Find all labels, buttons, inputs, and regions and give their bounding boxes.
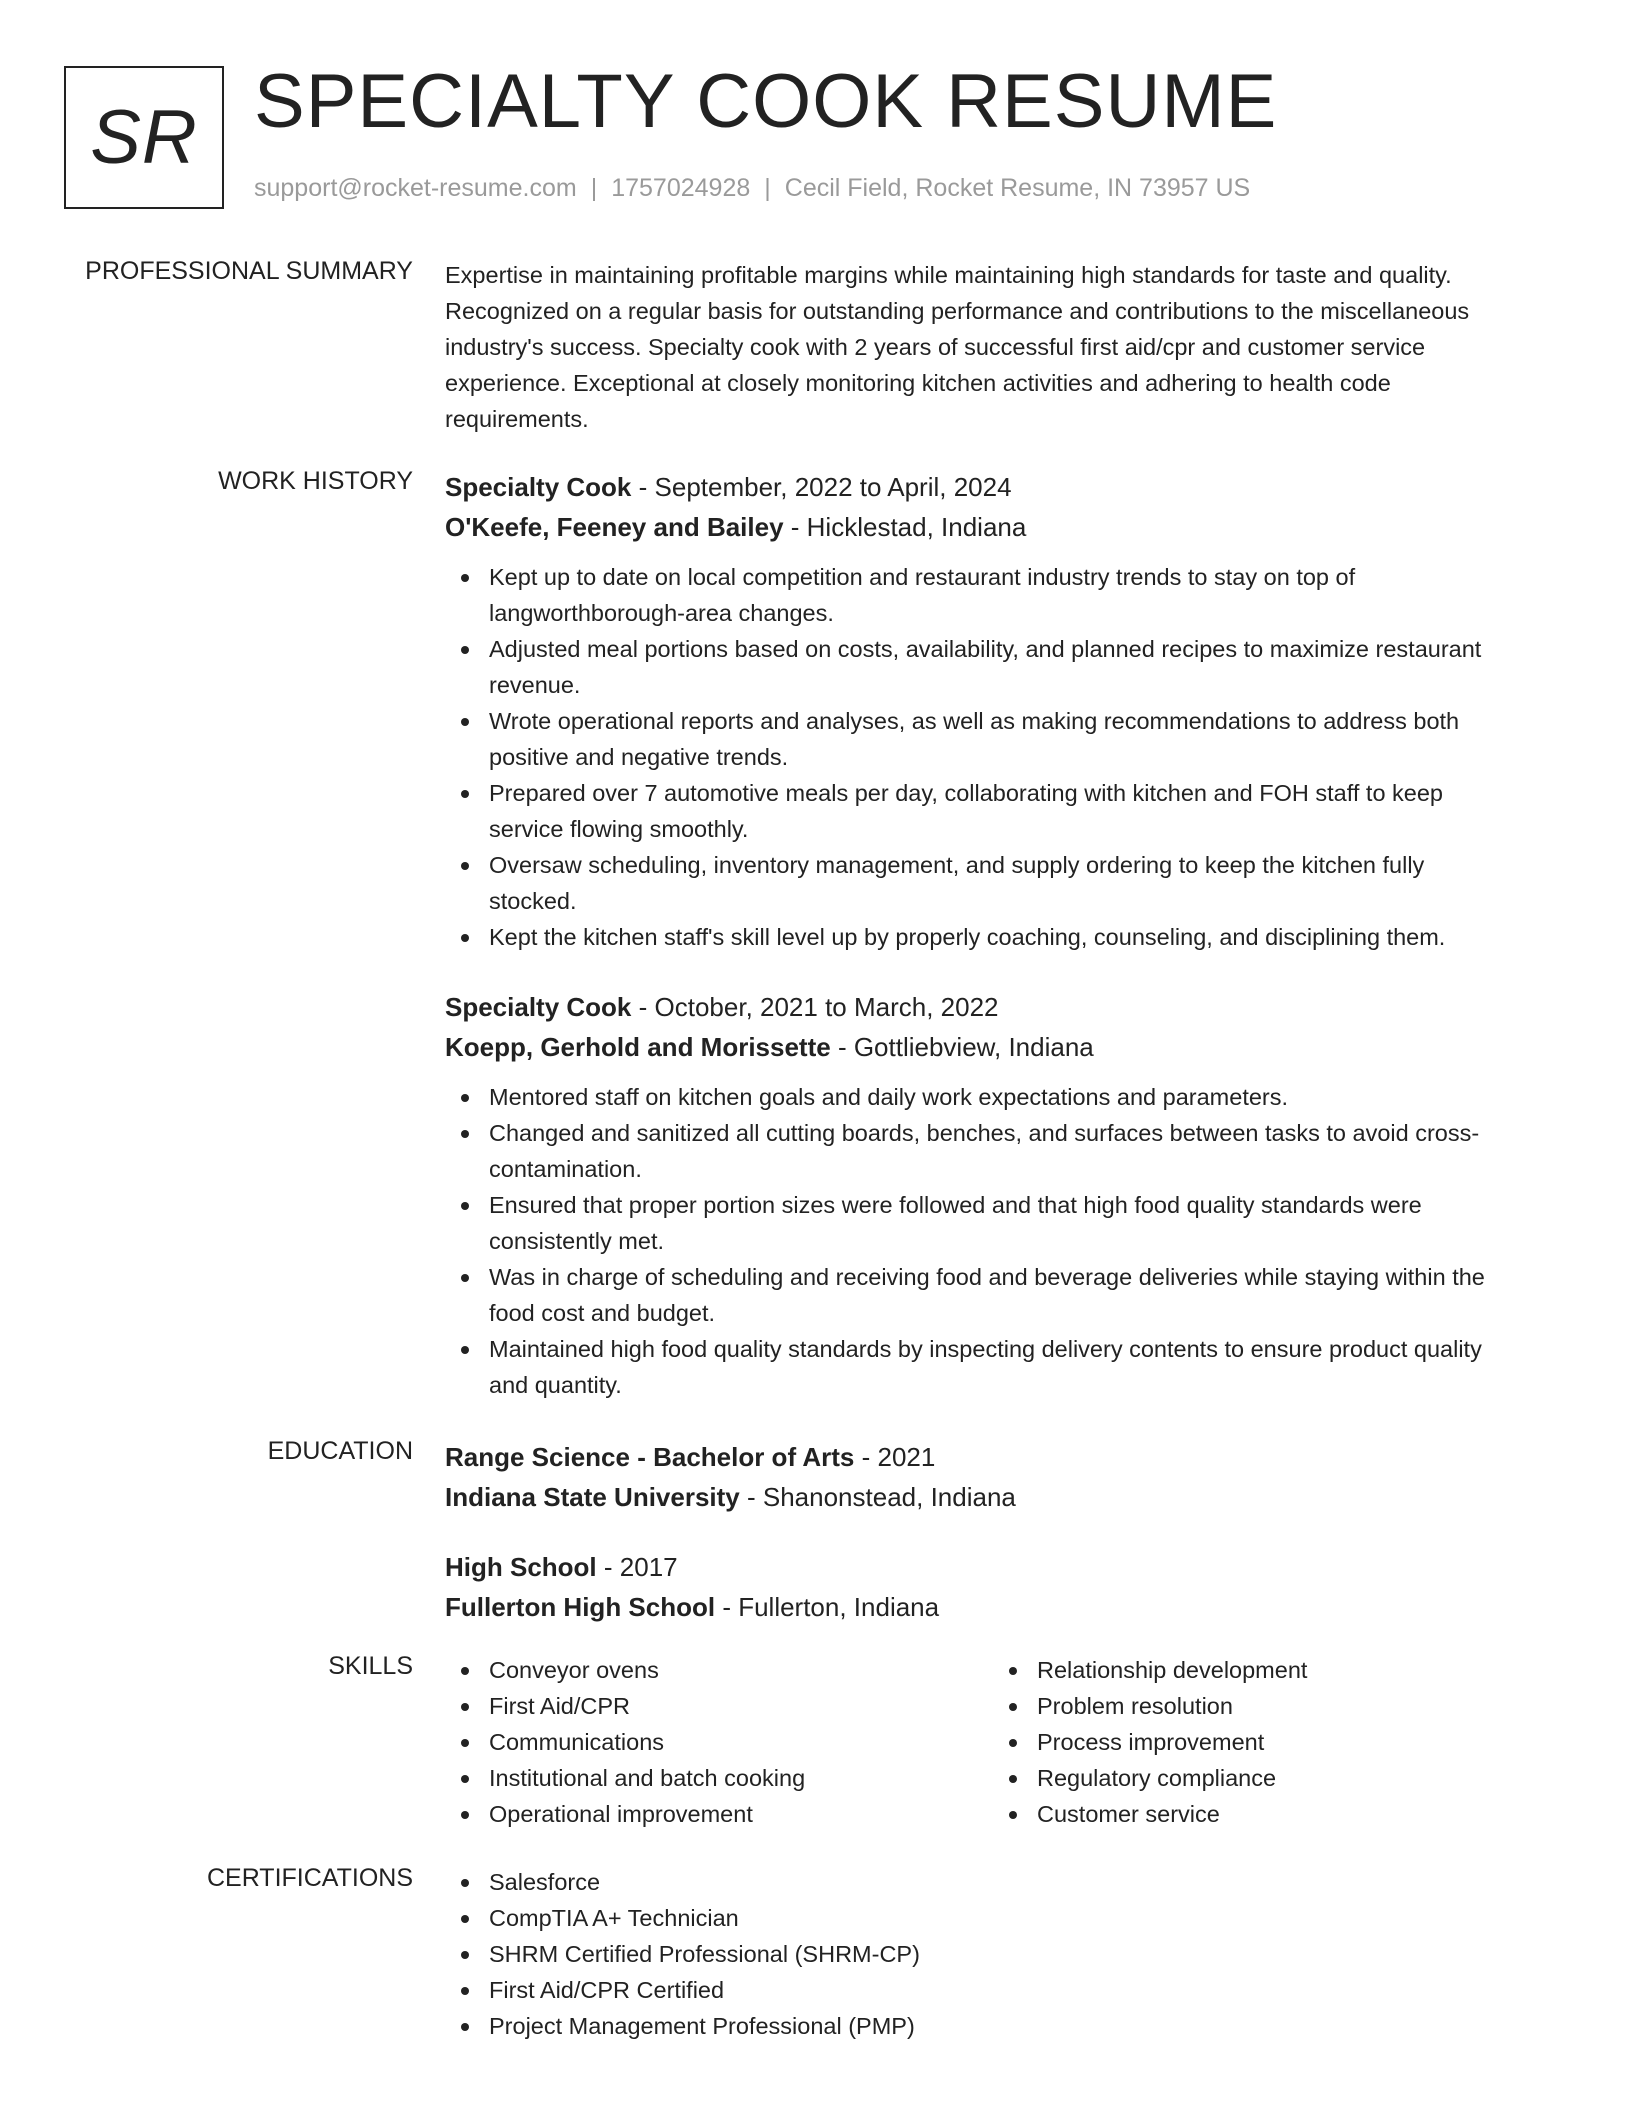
contact-email[interactable]: support@rocket-resume.com — [254, 174, 577, 202]
job-duties — [445, 559, 1555, 955]
job-duties — [445, 1079, 1555, 1403]
degree: Range Science - Bachelor of Arts — [445, 1442, 855, 1472]
skill-item: Relationship development — [993, 1652, 1541, 1688]
skill-item: Customer service — [993, 1796, 1541, 1832]
job-title: Specialty Cook — [445, 472, 632, 502]
education-entry — [445, 1437, 1555, 1517]
school: Indiana State University — [445, 1482, 740, 1512]
duty-item: Kept up to date on local competition and restaurant industry trends to stay on top of langworthborough-area changes. — [445, 559, 1555, 631]
duty-item: Mentored staff on kitchen goals and daily work expectations and parameters. — [445, 1079, 1555, 1115]
section-label-certifications: CERTIFICATIONS — [206, 1864, 413, 1892]
degree-year: - 2017 — [596, 1552, 678, 1582]
certification-item: Project Management Professional (PMP) — [445, 2008, 1555, 2044]
contact-phone[interactable]: 1757024928 — [611, 174, 751, 202]
skills-body — [445, 1652, 1555, 1832]
degree-line — [445, 1547, 1555, 1587]
skill-item: Conveyor ovens — [445, 1652, 993, 1688]
job-entry — [445, 467, 1555, 955]
certification-item: Salesforce — [445, 1864, 1555, 1900]
summary-line: Recognized on a regular basis for outstanding performance and contributions to the miscellaneous — [445, 298, 1470, 324]
certifications-body — [445, 1864, 1555, 2044]
monogram-box — [64, 66, 224, 209]
duty-item: Ensured that proper portion sizes were followed and that high food quality standards were consistently met. — [445, 1187, 1555, 1259]
contact-separator: | — [764, 174, 771, 202]
certification-item: SHRM Certified Professional (SHRM-CP) — [445, 1936, 1555, 1972]
section-label-work: WORK HISTORY — [218, 467, 413, 495]
degree: High School — [445, 1552, 597, 1582]
contact-line — [254, 174, 1250, 203]
summary-line: requirements. — [445, 406, 589, 432]
skill-item: Communications — [445, 1724, 993, 1760]
skill-item: Process improvement — [993, 1724, 1541, 1760]
duty-item: Oversaw scheduling, inventory management, and supply ordering to keep the kitchen fully stocked. — [445, 847, 1555, 919]
summary-line: experience. Exceptional at closely monitoring kitchen activities and adhering to health code — [445, 370, 1391, 396]
school-location: - Fullerton, Indiana — [715, 1592, 940, 1622]
certifications-list — [445, 1864, 1555, 2044]
duty-item: Maintained high food quality standards by inspecting delivery contents to ensure product quality and quantity. — [445, 1331, 1555, 1403]
duty-item: Changed and sanitized all cutting boards, benches, and surfaces between tasks to avoid cross- contamination. — [445, 1115, 1555, 1187]
job-title-line — [445, 987, 1555, 1027]
duty-item: Prepared over 7 automotive meals per day, collaborating with kitchen and FOH staff to keep service flowing smoothly. — [445, 775, 1555, 847]
job-location: - Hicklestad, Indiana — [783, 512, 1027, 542]
degree-line — [445, 1437, 1555, 1477]
duty-item: Wrote operational reports and analyses, as well as making recommendations to address both positive and negative trends. — [445, 703, 1555, 775]
duty-item: Adjusted meal portions based on costs, availability, and planned recipes to maximize restaurant revenue. — [445, 631, 1555, 703]
duty-item: Kept the kitchen staff's skill level up by properly coaching, counseling, and disciplining them. — [445, 919, 1555, 955]
section-label-summary: PROFESSIONAL SUMMARY — [85, 257, 413, 285]
job-dates: - September, 2022 to April, 2024 — [631, 472, 1012, 502]
resume-title: SPECIALTY COOK RESUME — [254, 59, 1278, 144]
degree-year: - 2021 — [854, 1442, 936, 1472]
summary-line: Expertise in maintaining profitable margins while maintaining high standards for taste and quality. — [445, 262, 1452, 288]
job-company-line — [445, 507, 1555, 547]
skill-item: First Aid/CPR — [445, 1688, 993, 1724]
job-company-line — [445, 1027, 1555, 1067]
education-body — [445, 1437, 1555, 1627]
job-entry — [445, 987, 1555, 1403]
certification-item: First Aid/CPR Certified — [445, 1972, 1555, 2008]
school-location: - Shanonstead, Indiana — [739, 1482, 1016, 1512]
skill-item: Regulatory compliance — [993, 1760, 1541, 1796]
section-label-education: EDUCATION — [267, 1437, 413, 1465]
summary-line: industry's success. Specialty cook with 2 years of successful first aid/cpr and customer service — [445, 334, 1426, 360]
education-entry — [445, 1547, 1555, 1627]
job-dates: - October, 2021 to March, 2022 — [631, 992, 999, 1022]
skills-list-left — [445, 1652, 993, 1832]
skills-list-right — [993, 1652, 1541, 1832]
job-location: - Gottliebview, Indiana — [830, 1032, 1094, 1062]
school: Fullerton High School — [445, 1592, 716, 1622]
school-line — [445, 1587, 1555, 1627]
job-company: O'Keefe, Feeney and Bailey — [445, 512, 784, 542]
certification-item: CompTIA A+ Technician — [445, 1900, 1555, 1936]
job-title: Specialty Cook — [445, 992, 632, 1022]
summary-text — [445, 257, 1555, 437]
contact-separator: | — [590, 174, 598, 202]
section-label-skills: SKILLS — [328, 1652, 413, 1680]
school-line — [445, 1477, 1555, 1517]
contact-address: Cecil Field, Rocket Resume, IN 73957 US — [784, 174, 1251, 202]
skill-item: Problem resolution — [993, 1688, 1541, 1724]
work-history-body — [445, 467, 1555, 1403]
job-company: Koepp, Gerhold and Morissette — [445, 1032, 831, 1062]
monogram-initials: SR — [90, 95, 198, 180]
job-title-line — [445, 467, 1555, 507]
skill-item: Institutional and batch cooking — [445, 1760, 993, 1796]
duty-item: Was in charge of scheduling and receiving food and beverage deliveries while staying within the food cost and budget. — [445, 1259, 1555, 1331]
skill-item: Operational improvement — [445, 1796, 993, 1832]
